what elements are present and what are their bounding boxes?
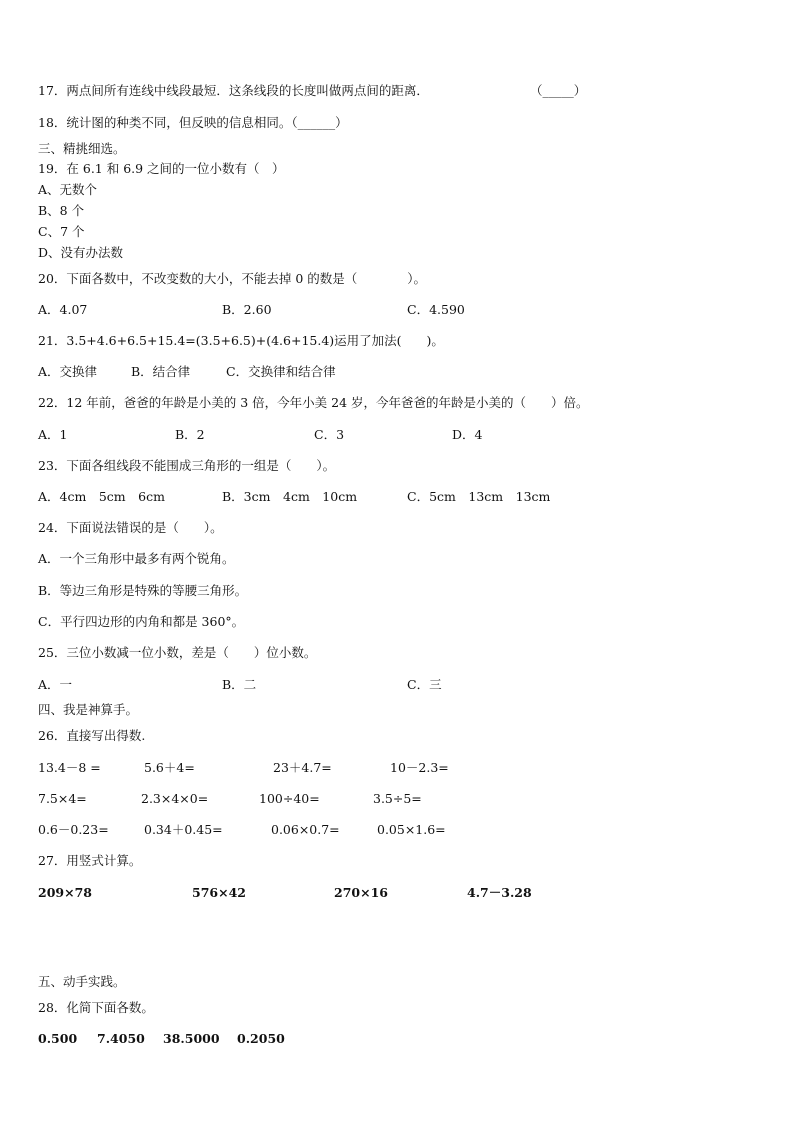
question-22-option-c: C．3 xyxy=(314,427,345,442)
calc-3-2: 0.34＋0.45= xyxy=(144,822,223,837)
simplify-number-2: 7.4050 xyxy=(97,1031,145,1046)
question-17 xyxy=(38,83,429,99)
question-18: 18．统计图的种类不同，但反映的信息相同。（______） xyxy=(38,115,348,130)
question-22-option-d: D．4 xyxy=(452,427,483,442)
calc-2-2: 2.3×4×0= xyxy=(141,791,209,806)
question-19-option-d: D、没有办法数 xyxy=(38,245,124,260)
question-23-option-a: A．4cm 5cm 6cm xyxy=(38,489,165,504)
vertical-calc-1: 209×78 xyxy=(38,885,92,900)
question-21-option-a: A．交换律 xyxy=(38,364,98,379)
question-17-text: 17．两点间所有连线中线段最短．这条线段的长度叫做两点间的距离． xyxy=(38,83,429,98)
question-22: 22．12 年前，爸爸的年龄是小美的 3 倍，今年小美 24 岁，今年爸爸的年龄是小美的（ ）倍。 xyxy=(38,395,589,410)
vertical-calc-3: 270×16 xyxy=(334,885,388,900)
question-17-answer-blank: （_____） xyxy=(530,83,587,98)
calc-3-3: 0.06×0.7= xyxy=(271,822,340,837)
question-21-option-b: B．结合律 xyxy=(131,364,191,379)
question-25: 25．三位小数减一位小数，差是（ ）位小数。 xyxy=(38,645,317,660)
question-27: 27．用竖式计算。 xyxy=(38,853,142,868)
question-24-option-a: A．一个三角形中最多有两个锐角。 xyxy=(38,551,235,566)
vertical-calc-2: 576×42 xyxy=(192,885,246,900)
calc-3-4: 0.05×1.6= xyxy=(377,822,446,837)
vertical-calc-4: 4.7－3.28 xyxy=(467,885,532,900)
question-23-option-b: B．3cm 4cm 10cm xyxy=(222,489,358,504)
question-23-option-c: C．5cm 13cm 13cm xyxy=(407,489,551,504)
question-25-option-a: A．一 xyxy=(38,677,73,692)
section-4-heading: 四、我是神算手。 xyxy=(38,702,139,717)
question-19-option-a: A、无数个 xyxy=(38,182,98,197)
question-19-option-c: C、7 个 xyxy=(38,224,85,239)
calc-1-1: 13.4－8 = xyxy=(38,760,101,775)
question-24: 24．下面说法错误的是（ ）。 xyxy=(38,520,223,535)
question-20-option-b: B．2.60 xyxy=(222,302,272,317)
question-25-option-c: C．三 xyxy=(407,677,442,692)
section-5-heading: 五、动手实践。 xyxy=(38,974,126,989)
question-21: 21．3.5+4.6+6.5+15.4=(3.5+6.5)+(4.6+15.4)运用了加法( )。 xyxy=(38,333,444,348)
calc-2-1: 7.5×4= xyxy=(38,791,87,806)
question-19: 19．在 6.1 和 6.9 之间的一位小数有（ ） xyxy=(38,161,285,176)
simplify-number-1: 0.500 xyxy=(38,1031,78,1046)
question-26: 26．直接写出得数. xyxy=(38,728,146,743)
question-19-option-b: B、8 个 xyxy=(38,203,85,218)
question-24-option-b: B．等边三角形是特殊的等腰三角形。 xyxy=(38,583,248,598)
question-20-option-c: C．4.590 xyxy=(407,302,465,317)
section-3-heading: 三、精挑细选。 xyxy=(38,141,126,156)
question-22-option-b: B．2 xyxy=(175,427,205,442)
question-23: 23．下面各组线段不能围成三角形的一组是（ ）。 xyxy=(38,458,336,473)
calc-2-3: 100÷40= xyxy=(259,791,320,806)
question-24-option-c: C．平行四边形的内角和都是 360°。 xyxy=(38,614,245,629)
question-22-option-a: A．1 xyxy=(38,427,68,442)
calc-3-1: 0.6－0.23= xyxy=(38,822,109,837)
question-25-option-b: B．二 xyxy=(222,677,257,692)
calc-1-2: 5.6＋4= xyxy=(144,760,195,775)
calc-1-3: 23＋4.7= xyxy=(273,760,332,775)
question-28: 28．化简下面各数。 xyxy=(38,1000,154,1015)
question-20-option-a: A．4.07 xyxy=(38,302,88,317)
question-21-option-c: C．交换律和结合律 xyxy=(226,364,336,379)
calc-1-4: 10－2.3= xyxy=(390,760,449,775)
calc-2-4: 3.5÷5= xyxy=(373,791,422,806)
simplify-number-4: 0.2050 xyxy=(237,1031,285,1046)
question-20: 20．下面各数中，不改变数的大小，不能去掉 0 的数是（ ）。 xyxy=(38,271,427,286)
simplify-number-3: 38.5000 xyxy=(163,1031,220,1046)
